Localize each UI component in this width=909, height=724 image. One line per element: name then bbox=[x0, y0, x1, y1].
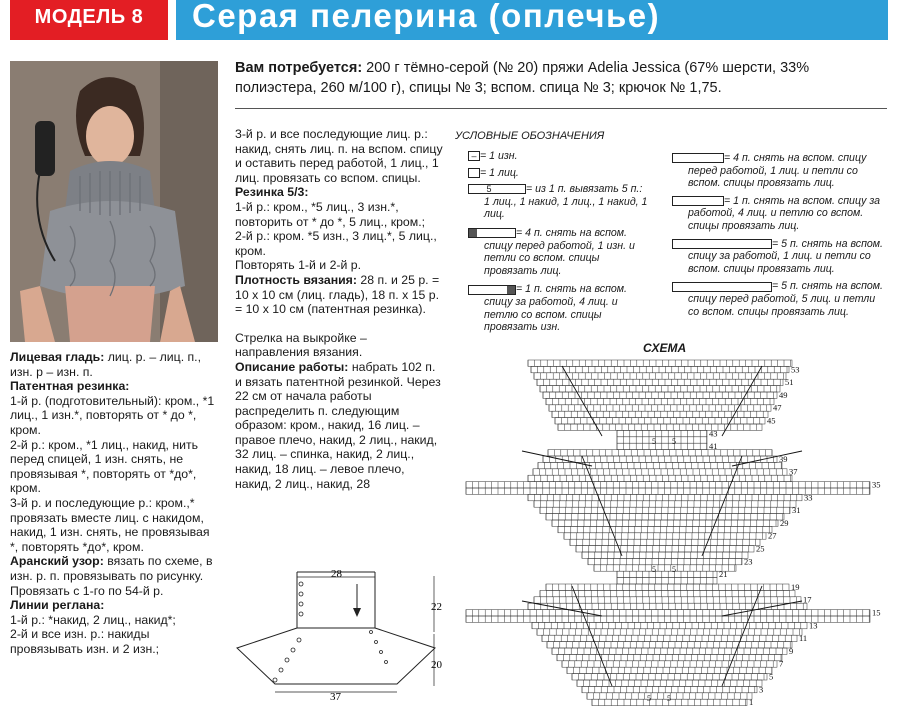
scheme-row bbox=[617, 571, 717, 577]
row-label: 9 bbox=[789, 645, 794, 656]
increase-marker: 5 bbox=[672, 565, 676, 574]
legend-right bbox=[672, 152, 887, 318]
scheme-row bbox=[540, 507, 790, 513]
paragraph: Описание работы: набрать 102 п. и вязать патентной резинкой. Через 22 см от начала работы распределить п. следующим образом: кром., накид, 16 лиц. – правое плечо, накид, 2 лиц., накид, 32 лиц. – спинка, накид, 2 лиц., накид, 18 лиц. – левое плечо, накид, 2 лиц., накид, 28 bbox=[235, 359, 441, 491]
legend-title: УСЛОВНЫЕ ОБОЗНАЧЕНИЯ bbox=[455, 130, 605, 142]
increase-symbol: 5 bbox=[468, 184, 526, 194]
paragraph: Повторять 1-й и 2-й р. bbox=[235, 258, 362, 273]
divider bbox=[235, 108, 887, 109]
scheme-row bbox=[557, 654, 782, 660]
row-label: 31 bbox=[792, 505, 801, 516]
paragraph: 1-й р.: *накид, 2 лиц., накид*; bbox=[10, 612, 176, 627]
scheme-row bbox=[537, 629, 802, 635]
row-label: 37 bbox=[789, 466, 798, 477]
cable-line bbox=[722, 586, 762, 686]
row-label: 13 bbox=[809, 620, 818, 631]
scheme-row bbox=[531, 366, 789, 372]
row-label: 33 bbox=[804, 492, 813, 503]
legend-item: = 1 п. снять на вспом. спицу за работой, 4 лиц. и петлю со вспом. спицы провязать лиц. bbox=[672, 195, 887, 233]
paragraph: Патентная резинка: bbox=[10, 379, 130, 394]
scheme-row bbox=[528, 475, 792, 481]
scheme-row bbox=[576, 546, 754, 552]
increase-marker: 5 bbox=[647, 694, 651, 703]
row-label: 39 bbox=[779, 453, 788, 464]
scheme-row bbox=[558, 424, 762, 430]
row-label: 27 bbox=[768, 530, 777, 541]
cable-line bbox=[562, 366, 602, 436]
increase-marker: 5 bbox=[667, 694, 671, 703]
row-label: 35 bbox=[872, 479, 881, 490]
scheme-row bbox=[547, 642, 792, 648]
knitting-scheme bbox=[462, 356, 902, 718]
scheme-row bbox=[572, 674, 767, 680]
row-label: 17 bbox=[803, 594, 812, 605]
scheme-row bbox=[548, 450, 772, 456]
collar-height-label: 22 bbox=[431, 601, 442, 613]
cable-line bbox=[722, 366, 762, 436]
cable-left-symbol bbox=[468, 228, 516, 238]
scheme-row bbox=[532, 622, 807, 628]
scheme-row bbox=[564, 533, 766, 539]
spacer bbox=[235, 317, 443, 331]
row-label: 49 bbox=[779, 389, 788, 400]
scheme-row bbox=[466, 482, 870, 488]
row-label: 11 bbox=[799, 633, 808, 644]
legend-item: = 4 п. снять на вспом. спицу перед работой, 1 изн. и петли со вспом. спицы провязать лиц. bbox=[468, 227, 648, 277]
paragraph: 2-й и все изн. р.: накиды провязывать изн. и 2 изн.; bbox=[10, 627, 160, 656]
scheme-row bbox=[528, 360, 792, 366]
row-label: 29 bbox=[780, 517, 789, 528]
purl-symbol: – bbox=[468, 151, 480, 161]
paragraph: Аранский узор: вязать по схеме, в изн. р. п. провязывать по рисунку. Провязать с 1-го по 54-й р. bbox=[10, 554, 213, 598]
legend-item: = 4 п. снять на вспом. спицу перед работой, 1 лиц. и петли со вспом. спицы провязать лиц. bbox=[672, 152, 887, 190]
row-label: 45 bbox=[767, 415, 776, 426]
knit-symbol bbox=[468, 168, 480, 178]
pattern-diagram bbox=[235, 562, 450, 712]
legend-item: 5 = из 1 п. вывязать 5 п.: 1 лиц., 1 накид, 1 лиц., 1 накид, 1 лиц. bbox=[468, 183, 648, 221]
scheme-row bbox=[577, 680, 762, 686]
row-label: 47 bbox=[773, 402, 782, 413]
scheme-row bbox=[533, 469, 787, 475]
cable-4-front-symbol bbox=[672, 153, 724, 163]
scheme-row bbox=[617, 578, 717, 584]
scheme-row bbox=[528, 494, 802, 500]
row-label: 3 bbox=[759, 684, 764, 695]
paragraph: 3-й р. и все последующие лиц. р.: накид, снять лиц. п. на вспом. спицу и оставить перед работой, 1 лиц., 1 лиц. провязать со вспом. спицы. bbox=[235, 127, 443, 185]
paragraph: Плотность вязания: 28 п. и 25 р. = 10 х 10 см (лиц. гладь), 18 п. х 15 р. = 10 х 10 см (патентная резинка). bbox=[235, 272, 440, 317]
materials-label: Вам потребуется: bbox=[235, 60, 363, 76]
instructions-column-1 bbox=[10, 350, 218, 656]
row-label: 7 bbox=[779, 658, 784, 669]
cable-6-front-symbol bbox=[672, 282, 772, 292]
width-bottom-label: 37 bbox=[330, 691, 341, 703]
model-badge: МОДЕЛЬ 8 bbox=[10, 0, 168, 40]
legend-item: = 1 лиц. bbox=[468, 167, 648, 180]
side-height-label: 20 bbox=[431, 659, 442, 671]
materials-value: 200 г тёмно-серой (№ 20) пряжи Adelia Jessica (67% шерсти, 33% полиэстера, 260 м/100 г), спицы № 3; вспом. спица № 3; крючок № 1,75. bbox=[235, 60, 810, 96]
scheme-row bbox=[537, 379, 783, 385]
legend-item: – = 1 изн. bbox=[468, 150, 648, 163]
row-label: 51 bbox=[785, 377, 794, 388]
scheme-row bbox=[555, 418, 765, 424]
page-title: Серая пелерина (оплечье) bbox=[176, 0, 888, 40]
scheme-row bbox=[594, 565, 736, 571]
increase-marker: 5 bbox=[672, 437, 676, 446]
paragraph: Резинка 5/3: bbox=[235, 185, 309, 200]
paragraph: Стрелка на выкройке – направления вязания. bbox=[235, 330, 367, 360]
row-label: 5 bbox=[769, 671, 774, 682]
scheme-row bbox=[582, 686, 757, 692]
paragraph: Лицевая гладь: лиц. р. – лиц. п., изн. р – изн. п. bbox=[10, 350, 202, 379]
paragraph: 1-й р. (подготовительный): кром., *1 лиц., 1 изн.*, повторять от * до *, кром. bbox=[10, 393, 215, 437]
cable-line bbox=[732, 451, 802, 466]
row-label: 21 bbox=[719, 569, 728, 580]
row-label: 23 bbox=[744, 556, 753, 567]
increase-marker: 5 bbox=[652, 437, 656, 446]
paragraph: 3-й р. и последующие р.: кром.,* провязать вместе лиц. с накидом, накид, 1 изн. снять, не провязывая *, повторять *до*, кром. bbox=[10, 495, 210, 554]
legend-item: = 5 п. снять на вспом. спицу перед работой, 5 лиц. и петли со вспом. спицы провязать лиц. bbox=[672, 280, 887, 318]
cable-line bbox=[702, 456, 742, 556]
scheme-row bbox=[534, 501, 796, 507]
paragraph: Линии реглана: bbox=[10, 598, 105, 613]
model-photo bbox=[10, 61, 218, 342]
row-label: 43 bbox=[709, 428, 718, 439]
paragraph: 2-й р.: кром., *1 лиц., накид, нить перед спицей, 1 изн. снять, не провязывая *, повторять от *до*, кром. bbox=[10, 437, 199, 496]
scheme-row bbox=[570, 539, 760, 545]
row-label: 19 bbox=[791, 581, 800, 592]
paragraph: 2-й р.: кром. *5 изн., 3 лиц.*, 5 лиц., кром. bbox=[235, 229, 437, 258]
width-top-label: 28 bbox=[331, 568, 342, 580]
scheme-row bbox=[546, 398, 774, 404]
scheme-row bbox=[528, 603, 807, 609]
row-label: 25 bbox=[756, 543, 765, 554]
scheme-row bbox=[552, 648, 787, 654]
scheme-row bbox=[543, 392, 777, 398]
legend-item: = 1 п. снять на вспом. спицу за работой, 4 лиц. и петлю со вспом. спицы провязать изн. bbox=[468, 283, 648, 333]
paragraph: 1-й р.: кром., *5 лиц., 3 изн.*, повторить от * до *, 5 лиц., кром.; bbox=[235, 199, 426, 229]
scheme-row bbox=[466, 610, 870, 616]
materials-text bbox=[235, 58, 885, 98]
increase-marker: 5 bbox=[652, 565, 656, 574]
cable-right-symbol bbox=[468, 285, 516, 295]
scheme-row bbox=[534, 597, 801, 603]
scheme-title: СХЕМА bbox=[643, 341, 687, 355]
cable-6-back-symbol bbox=[672, 239, 772, 249]
instructions-column-2 bbox=[235, 127, 443, 491]
row-label: 41 bbox=[709, 441, 718, 452]
scheme-row bbox=[534, 373, 786, 379]
scheme-row bbox=[546, 514, 784, 520]
cable-4-back-symbol bbox=[672, 196, 724, 206]
row-label: 53 bbox=[791, 364, 800, 375]
row-label: 1 bbox=[749, 697, 754, 708]
legend-item: = 5 п. снять на вспом. спицу за работой, 1 лиц. и петли со вспом. спицы провязать лиц. bbox=[672, 238, 887, 276]
row-label: 15 bbox=[872, 607, 881, 618]
legend-left bbox=[468, 150, 648, 334]
